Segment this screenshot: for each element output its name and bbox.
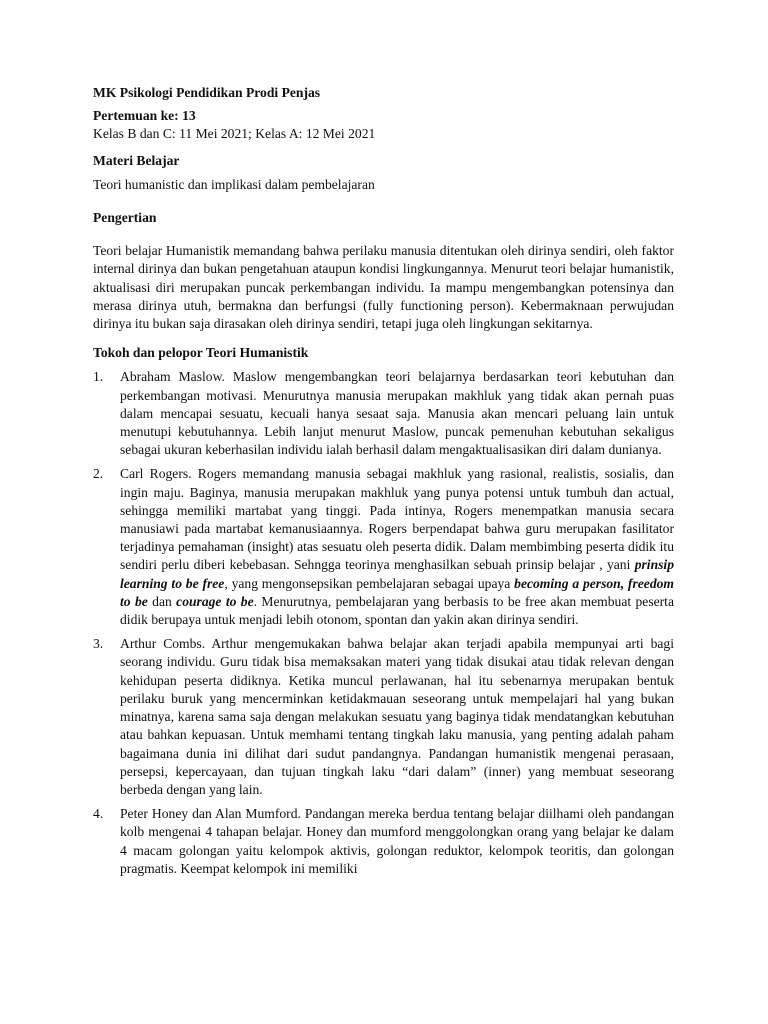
definition-paragraph: Teori belajar Humanistik memandang bahwa perilaku manusia ditentukan oleh dirinya sendiri, oleh faktor internal dirinya dan bukan pengetahuan ataupun kondisi lingkungannya. Menurut teori belajar humanistik, aktualisasi diri merupakan puncak perkembangan individu. Ia mampu mengembangkan potensinya dan merasa dirinya utuh, bermakna dan berfungsi (fully functioning person). Kebermaknaan perwujudan dirinya itu bukan saja dirasakan oleh dirinya sendiri, tetapi juga oleh lingkungan sekitarnya.	[93, 243, 674, 332]
list-number: 2.	[93, 466, 104, 482]
figures-heading: Tokoh dan pelopor Teori Humanistik	[93, 345, 309, 361]
text-segment: Carl Rogers. Rogers memandang manusia sebagai makhluk yang rasional, realistis, sosialis, dan ingin maju. Baginya, manusia merupakan makhluk yang punya potensi untuk tumbuh dan actual, sehingga memiliki martabat yang tinggi. Pada intinya, Rogers menempatkan manusia secara manusiawi pada martabat kemanusiaannya. Rogers berpendapat bahwa guru merupakan fasilitator terjadinya pemahaman (insight) atas sesuatu oleh peserta didik. Dalam membimbing peserta didik itu sendiri perlu diberi kebebasan. Sehngga teorinya menghasilkan sebuah prinsip belajar , yani	[120, 466, 674, 573]
course-title: MK Psikologi Pendidikan Prodi Penjas	[93, 85, 321, 100]
material-topic: Teori humanistic dan implikasi dalam pembelajaran	[93, 176, 375, 192]
list-item-text: Arthur Combs. Arthur mengemukakan bahwa belajar akan terjadi apabila mempunyai arti bagi seorang individu. Guru tidak bisa memaksakan materi yang tidak disukai atau tidak relevan dengan kehidupan peserta didiknya. Ketika muncul perlawanan, hal itu sebenarnya merupakan bentuk perilaku buruk yang mencerminkan ketidakmauan seseorang untuk mempelajari hal yang bukan minatnya, karena sama saja dengan melakukan sesuatu yang baginya tidak mendatangkan kebutuhan atau bahkan kepuasan. Untuk memhami tentang tingkah laku manusia, yang penting adalah paham bagaimana dunia ini dilihat dari sudut pandangnya. Pandangan humanistik mengenai perasaan, persepsi, kepercayaan, dan tujuan tingkah laku “dari dalam” (inner) yang membuat seseorang berbeda dengan yang lain.	[120, 636, 674, 797]
list-item-text: Peter Honey dan Alan Mumford. Pandangan mereka berdua tentang belajar diilhami oleh pandangan kolb mengenai 4 tahapan belajar. Honey dan mumford menggolongkan orang yang belajar ke dalam 4 macam golongan yaitu kelompok aktivis, golongan reduktor, kelompok teoritis, dan golongan pragmatis. Keempat kelompok ini memiliki	[120, 806, 674, 876]
material-heading: Materi Belajar	[93, 152, 180, 168]
figures-list	[93, 368, 674, 877]
list-number: 4.	[93, 806, 104, 822]
meeting-number: Pertemuan ke: 13	[93, 108, 196, 124]
text-segment: . Menurutnya, pembelajaran yang berbasis to be free akan membuat peserta didik berupaya untuk menjadi lebih otonom, spontan dan yakin akan dirinya sendiri.	[120, 593, 674, 628]
list-item	[93, 368, 674, 459]
list-item-text	[120, 465, 674, 629]
list-number: 3.	[93, 636, 104, 652]
list-item	[93, 805, 674, 878]
definition-heading: Pengertian	[93, 210, 157, 226]
text-segment: dan	[147, 593, 177, 609]
emphasis-text: prinsip learning to be free	[120, 557, 674, 591]
emphasis-text: courage to be	[176, 593, 254, 609]
list-number: 1.	[93, 369, 104, 385]
list-item-text: Abraham Maslow. Maslow mengembangkan teori belajarnya berdasarkan teori kebutuhan dan perkembangan motivasi. Menurutnya manusia merupakan makhluk yang tidak akan pernah puas dalam mencapai sesuatu, kecuali hanya sesaat saja. Manusia akan mencari peluang lain untuk menutupi kebutuhannya. Lebih lanjut menurut Maslow, puncak pemenuhan kebutuhan sekaligus sebagai ukuran keberhasilan individu ialah berhasil dalam mengaktualisasikan diri dalam dunianya.	[120, 369, 674, 458]
list-item	[93, 465, 674, 629]
text-segment: , yang mengonsepsikan pembelajaran sebagai upaya	[224, 575, 515, 591]
emphasis-text: becoming a person, freedom to be	[120, 575, 674, 609]
list-item	[93, 635, 674, 799]
class-schedule: Kelas B dan C: 11 Mei 2021; Kelas A: 12 Mei 2021	[93, 126, 376, 142]
